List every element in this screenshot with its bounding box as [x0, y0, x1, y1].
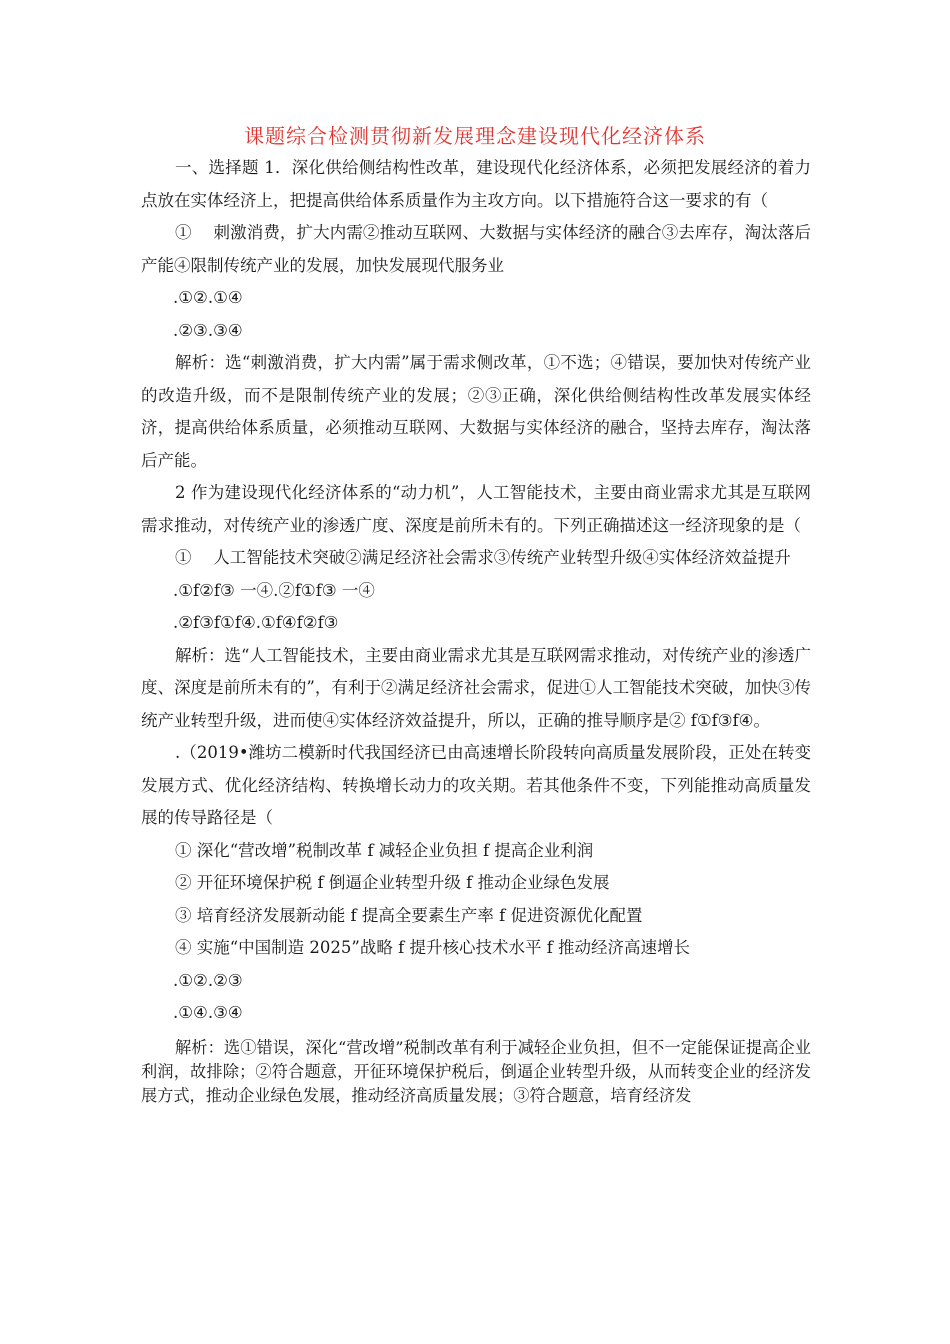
question-3-options-row-1: .①②.②③: [173, 970, 243, 990]
question-3-analysis: 解析：选①错误，深化“营改增”税制改革有利于减轻企业负担，但不一定能保证提高企业利润，故排除；②符合题意，开征环境保护税后，倒逼企业转型升级，从而转变企业的经济发展方式，推动企业绿色发展，推动经济高质量发展；③符合题意，培育经济发: [141, 1037, 811, 1105]
question-3-item-1: ① 深化“营改增”税制改革 f 减轻企业负担 f 提高企业利润: [175, 840, 594, 860]
question-1-options-row-1: .①②.①④: [173, 288, 243, 307]
question-3-stem: .（2019•潍坊二模新时代我国经济已由高速增长阶段转向高质量发展阶段，正处在转变发展方式、优化经济结构、转换增长动力的攻关期。若其他条件不变，下列能推动高质量发展的传导路径是（: [141, 743, 811, 827]
document-body: [141, 152, 811, 1108]
question-2-options-row-2: .②f③f①f④.①f④f②f③: [173, 613, 339, 632]
question-2-analysis: 解析：选“人工智能技术，主要由商业需求尤其是互联网需求推动，对传统产业的渗透广度、深度是前所未有的”，有利于②满足经济社会需求，促进①人工智能技术突破，加快③传统产业转型升级，进而使④实体经济效益提升，所以，正确的推导顺序是② f①f③f④。: [141, 645, 811, 730]
question-3-item-2: ② 开征环境保护税 f 倒逼企业转型升级 f 推动企业绿色发展: [175, 873, 610, 892]
question-2-stem: 2 作为建设现代化经济体系的“动力机”，人工智能技术，主要由商业需求尤其是互联网需求推动，对传统产业的渗透广度、深度是前所未有的。下列正确描述这一经济现象的是（: [141, 483, 811, 535]
question-1-items: ① 刺激消费，扩大内需②推动互联网、大数据与实体经济的融合③去库存，淘汰落后产能④限制传统产业的发展，加快发展现代服务业: [141, 223, 811, 275]
question-2-options-row-1: .①f②f③ 一④.②f①f③ 一④: [173, 580, 375, 600]
question-3-item-4: ④ 实施“中国制造 2025”战略 f 提升核心技术水平 f 推动经济高速增长: [175, 938, 691, 957]
question-2-items: ① 人工智能技术突破②满足经济社会需求③传统产业转型升级④实体经济效益提升: [175, 548, 791, 567]
document-title: 课题综合检测贯彻新发展理念建设现代化经济体系: [244, 124, 706, 148]
question-1-options-row-2: .②③.③④: [173, 320, 243, 340]
question-1-analysis: 解析：选“刺激消费，扩大内需”属于需求侧改革，①不选；④错误，要加快对传统产业的改造升级，而不是限制传统产业的发展；②③正确，深化供给侧结构性改革发展实体经济，提高供给体系质量，必须推动互联网、大数据与实体经济的融合，坚持去库存，淘汰落后产能。: [141, 353, 811, 470]
question-3-item-3: ③ 培育经济发展新动能 f 提高全要素生产率 f 促进资源优化配置: [175, 905, 643, 925]
question-1-stem: 一、选择题 1．深化供给侧结构性改革，建设现代化经济体系，必须把发展经济的着力点放在实体经济上，把提高供给体系质量作为主攻方向。以下措施符合这一要求的有（: [141, 158, 811, 210]
question-3-options-row-2: .①④.③④: [173, 1003, 243, 1022]
